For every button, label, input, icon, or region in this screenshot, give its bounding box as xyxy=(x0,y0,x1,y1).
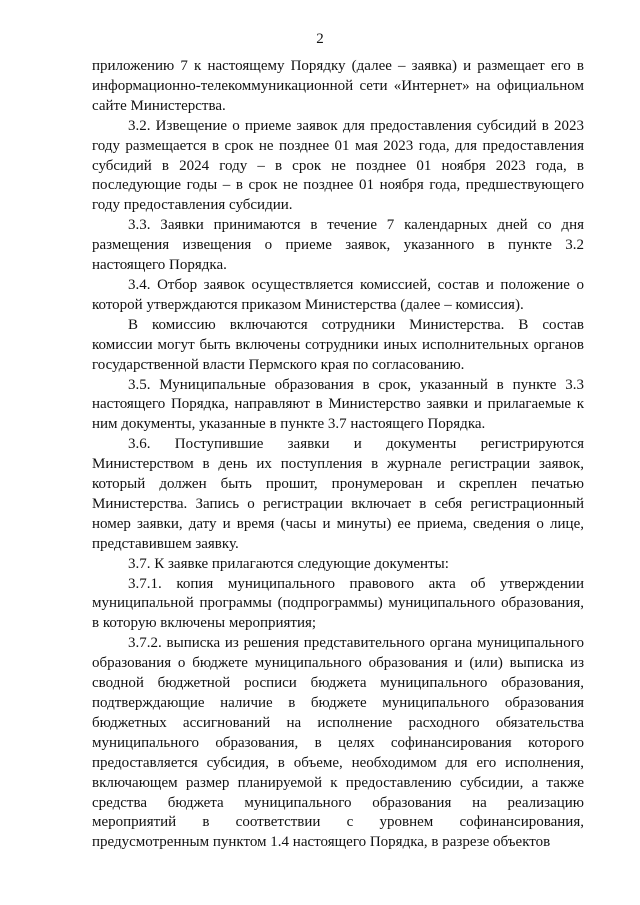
paragraph-continuation: приложению 7 к настоящему Порядку (далее – заявка) и размещает его в информационно-телекоммуникационной сети «Интернет» на официальном сайте Министерства. xyxy=(92,58,584,114)
paragraph-3-2: 3.2. Извещение о приеме заявок для предоставления субсидий в 2023 году размещается в срок не позднее 01 мая 2023 года, для предоставления субсидий в 2024 году – в срок не позднее 01 ноября 2023 года, в последующие годы – в срок не позднее 01 ноября года, предшествующего году предоставления субсидии. xyxy=(92,117,584,214)
paragraph-3-6: 3.6. Поступившие заявки и документы регистрируются Министерством в день их поступления в журнале регистрации заявок, который должен быть прошит, пронумерован и скреплен печатью Министерства. Запись о регистрации включает в себя регистрационный номер заявки, дату и время (часы и минуты) ее приема, сведения о лице, представившем заявку. xyxy=(92,436,584,552)
paragraph-3-7-1: 3.7.1. копия муниципального правового акта об утверждении муниципальной программы (подпрограммы) муниципального образования, в которую включены мероприятия; xyxy=(92,575,584,632)
paragraph-3-7-2: 3.7.2. выписка из решения представительного органа муниципального образования о бюджете муниципального образования и (или) выписка из сводной бюджетной росписи бюджета муниципального образования, подтверждающие наличие в бюджете муниципального образования бюджетных ассигнований на исполнение расходного обязательства муниципального образования, в целях софинансирования которого предоставляется субсидия, в объеме, необходимом для его исполнения, включающем размер планируемой к предоставлению субсидии, а также средства бюджета муниципального образования на реализацию мероприятий в соответствии с уровнем софинансирования, предусмотренным пунктом 1.4 настоящего Порядка, в разрезе объектов xyxy=(92,635,584,851)
paragraph-3-7: 3.7. К заявке прилагаются следующие документы: xyxy=(128,555,449,572)
document-body xyxy=(92,57,584,853)
paragraph-commission-members: В комиссию включаются сотрудники Министерства. В состав комиссии могут быть включены сотрудники иных исполнительных органов государственной власти Пермского края по согласованию. xyxy=(92,316,584,373)
page-number: 2 xyxy=(316,31,324,47)
paragraph-3-4: 3.4. Отбор заявок осуществляется комиссией, состав и положение о которой утверждаются приказом Министерства (далее – комиссия). xyxy=(92,276,584,313)
paragraph-3-5: 3.5. Муниципальные образования в срок, указанный в пункте 3.3 настоящего Порядка, направляют в Министерство заявки и прилагаемые к ним документы, указанные в пункте 3.7 настоящего Порядка. xyxy=(92,376,584,433)
paragraph-3-3: 3.3. Заявки принимаются в течение 7 календарных дней со дня размещения извещения о приеме заявок, указанного в пункте 3.2 настоящего Порядка. xyxy=(92,217,584,274)
